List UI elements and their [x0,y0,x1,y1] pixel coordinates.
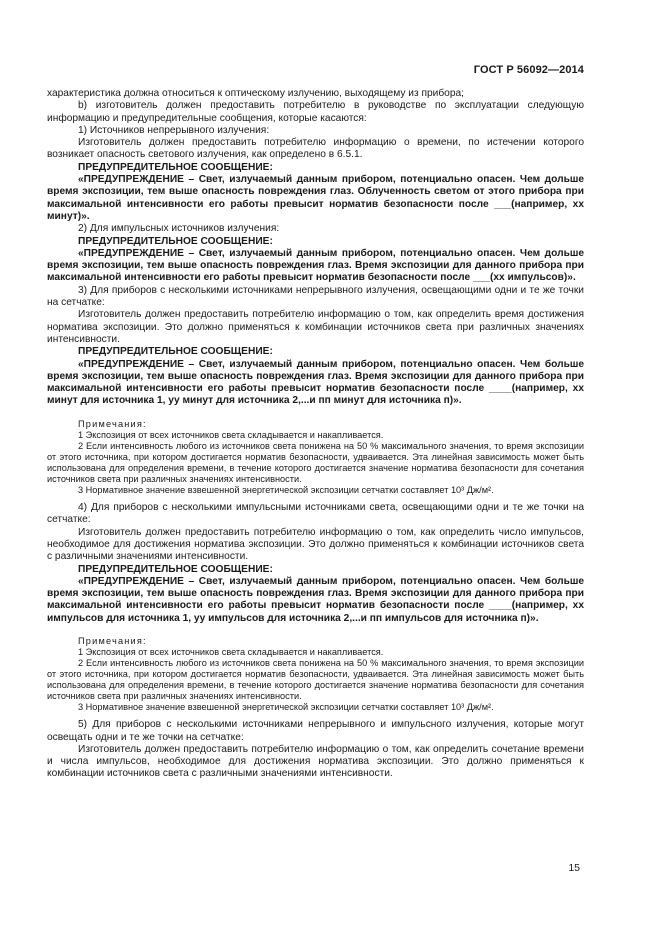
section-2-warning-text: «ПРЕДУПРЕЖДЕНИЕ – Свет, излучаемый данным прибором, потенциально опасен. Чем дольше время экспозиции, тем выше опасность повреждения глаз. Время экспозиции для данного прибора при максимальной интенсивности его работы превысит норматив безопасности после ___(хх импульсов)». [47,247,584,284]
section-1-warning-text: «ПРЕДУПРЕЖДЕНИЕ – Свет, излучаемый данным прибором, потенциально опасен. Чем дольше время экспозиции, тем выше опасность повреждения глаз. Облученность светом от этого прибора при максимальной интенсивности его работы превысит норматив безопасности после ___(например, хх минут)». [47,174,584,222]
section-1-text: Изготовитель должен предоставить потребителю информацию о времени, по истечении которого возникает опасность светового излучения, как определено в 6.5.1. [47,137,584,161]
section-4-warning-text: «ПРЕДУПРЕЖДЕНИЕ – Свет, излучаемый данным прибором, потенциально опасен. Чем больше время экспозиции, тем выше опасность повреждения глаз. Время экспозиции для данного прибора при максимальной интенсивности его работы превысит норматив безопасности после ____(например, хх импульсов для источника 1, уу импульсов для источника 2,...и пп импульсов для источника п)». [47,575,584,624]
notes-1-item: 3 Нормативное значение взвешенной энергетической экспозиции сетчатки составляет 10³ Дж/м². [78,485,494,496]
section-1-warning-heading: ПРЕДУПРЕДИТЕЛЬНОЕ СООБЩЕНИЕ: [78,161,273,173]
section-3-text: Изготовитель должен предоставить потребителю информацию о том, как определить время достижения норматива экспозиции. Это должно применяться к комбинации источников света при различных значениях интенсивности. [47,309,584,345]
section-4-title: 4) Для приборов с несколькими импульсными источниками света, освещающими одни и те же точки на сетчатке: [47,502,584,526]
section-3-warning-text: «ПРЕДУПРЕЖДЕНИЕ – Свет, излучаемый данным прибором, потенциально опасен. Чем больше время экспозиции, тем выше опасность повреждения глаз. Время экспозиции для данного прибора при максимальной интенсивности его работы превысит норматив безопасности после ____(например, хх минут для источника 1, уу минут для источника 2,...и пп минут для источника п)». [47,358,584,407]
section-2-title: 2) Для импульсных источников излучения: [78,223,280,235]
page-body [47,88,584,781]
paragraph-b: b) изготовитель должен предоставить потребителю в руководстве по эксплуатации следующую информацию и предупредительные сообщения, которые касаются: [47,100,584,124]
page-number: 15 [568,862,580,874]
notes-1-item: 2 Если интенсивность любого из источников света понижена на 50 % максимального значения, то время экспозиции от этого источника, при котором достигается норматив безопасности, удваивается. Эта линейная зависимость может быть использована для определения времени, в течение которого достигается значение норматива безопасности для сочетания источников света при различных значениях интенсивности. [47,441,584,485]
section-5-text: Изготовитель должен предоставить потребителю информацию о том, как определить сочетание времени и числа импульсов, необходимое для достижения норматива экспозиции. Это должно применяться к комбинации источников света с различными значениями интенсивности. [47,743,584,780]
notes-2-item: 2 Если интенсивность любого из источников света понижена на 50 % максимального значения, то время экспозиции от этого источника, при котором достигается норматив безопасности, удваивается. Эта линейная зависимость может быть использована для определения времени, в течение которого достигается значение норматива безопасности для сочетания источников света при различных значениях интенсивности. [47,658,584,702]
notes-2-title: Примечания: [78,635,147,646]
notes-1-title: Примечания: [78,418,147,429]
notes-1-item: 1 Экспозиция от всех источников света складывается и накапливается. [78,430,384,441]
notes-2-item: 1 Экспозиция от всех источников света складывается и накапливается. [78,647,384,658]
section-3-title: 3) Для приборов с несколькими источниками непрерывного излучения, освещающими одни и те же точки на сетчатке: [47,284,584,309]
notes-2-item: 3 Нормативное значение взвешенной энергетической экспозиции сетчатки составляет 10³ Дж/м². [78,702,494,713]
section-2-warning-heading: ПРЕДУПРЕДИТЕЛЬНОЕ СООБЩЕНИЕ: [78,235,273,247]
paragraph-1: характеристика должна относиться к оптическому излучению, выходящему из прибора; [47,88,464,99]
section-4-text: Изготовитель должен предоставить потребителю информацию о том, как определить число импульсов, необходимое для достижения норматива экспозиции. Это должно применяться к комбинации источников света с различными значениями интенсивности. [47,526,584,563]
standard-header: ГОСТ Р 56092—2014 [473,64,584,76]
section-3-warning-heading: ПРЕДУПРЕДИТЕЛЬНОЕ СООБЩЕНИЕ: [78,346,273,358]
section-5-title: 5) Для приборов с несколькими источниками непрерывного и импульсного излучения, которые могут освещать одни и те же точки на сетчатке: [47,719,584,743]
section-4-warning-heading: ПРЕДУПРЕДИТЕЛЬНОЕ СООБЩЕНИЕ: [78,563,273,575]
section-1-title: 1) Источников непрерывного излучения: [78,124,270,136]
